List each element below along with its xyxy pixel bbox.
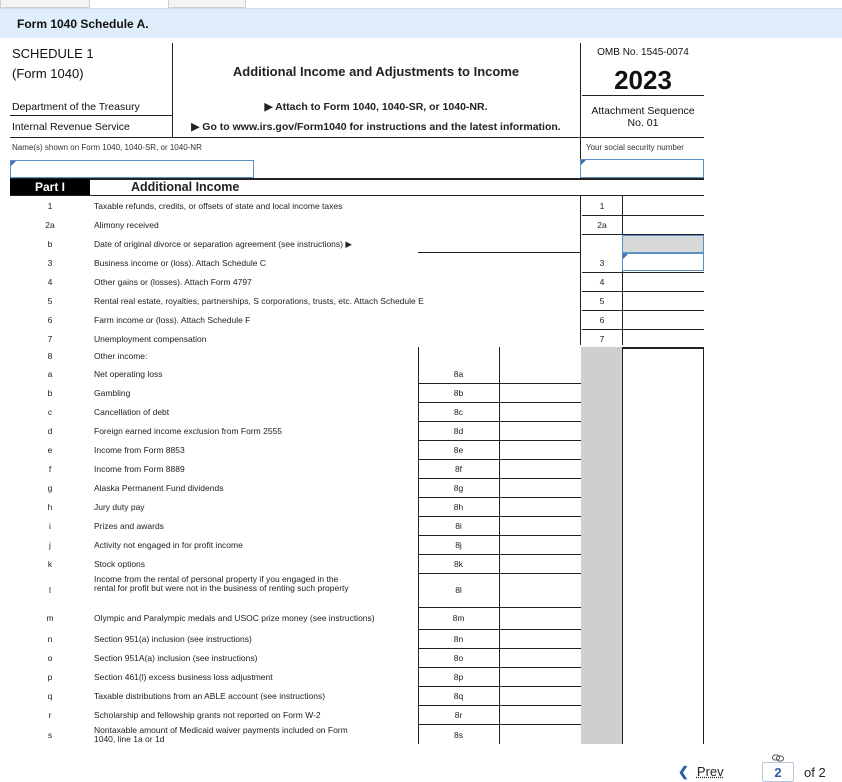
line-label: Taxable refunds, credits, or offsets of state and local income taxes (94, 201, 343, 211)
subline-amount-field[interactable] (500, 497, 580, 516)
subline-box-label: 8h (453, 502, 464, 512)
line-label: Unemployment compensation (94, 334, 207, 344)
subline-letter: p (47, 672, 53, 682)
subline-label: Gambling (94, 388, 131, 398)
attach-instruction: ▶ Attach to Form 1040, 1040-SR, or 1040-NR. (264, 101, 488, 113)
tax-year: 2023 (614, 65, 672, 95)
subline-letter: n (47, 634, 53, 644)
line-box-label: 7 (599, 334, 605, 344)
form-label: (Form 1040) (12, 66, 84, 81)
subline-box-label: 8l (455, 585, 462, 595)
tab-3[interactable] (168, 0, 246, 8)
subline-label: Stock options (94, 559, 146, 569)
subline-label: Nontaxable amount of Medicaid waiver payments included on Form 1040, line 1a or 1d (94, 725, 348, 744)
window-titlebar (0, 8, 842, 38)
subline-amount-field[interactable] (500, 724, 580, 744)
subline-amount-field[interactable] (500, 421, 580, 440)
subline-amount-field[interactable] (500, 440, 580, 459)
subline-box-label: 8m (452, 613, 465, 623)
attachment-sequence-number: No. 01 (627, 117, 659, 129)
line-label: Business income or (loss). Attach Schedule C (94, 258, 266, 268)
line-box-label: 2a (597, 220, 607, 230)
dept-irs: Internal Revenue Service (12, 121, 130, 133)
line-number: 5 (47, 296, 53, 306)
subline-label: Scholarship and fellowship grants not reported on Form W-2 (94, 710, 321, 720)
amount-field[interactable] (623, 311, 704, 329)
subline-box-label: 8d (453, 426, 464, 436)
subline-letter: s (47, 730, 53, 740)
line-box-label: 5 (599, 296, 605, 306)
subline-label: Prizes and awards (94, 521, 164, 531)
subline-label: Taxable distributions from an ABLE account (see instructions) (94, 691, 326, 701)
name-input[interactable] (10, 160, 254, 178)
subline-box-label: 8b (453, 388, 464, 398)
subline-letter: f (48, 464, 52, 474)
line-label: Rental real estate, royalties, partnerships, S corporations, trusts, etc. Attach Schedule E (94, 296, 424, 306)
subline-amount-field[interactable] (500, 629, 580, 648)
subline-letter: i (49, 521, 51, 531)
subline-amount-field[interactable] (500, 459, 580, 478)
subline-letter: a (47, 369, 53, 379)
subline-box-label: 8q (453, 691, 464, 701)
subline-amount-field[interactable] (500, 573, 580, 607)
subline-letter: e (47, 445, 53, 455)
subline-letter: o (47, 653, 53, 663)
subline-box-label: 8p (453, 672, 464, 682)
subline-label: Section 951A(a) inclusion (see instructions) (94, 653, 258, 663)
subline-letter: g (47, 483, 53, 493)
line-label: Farm income or (loss). Attach Schedule F (94, 315, 251, 325)
subline-amount-field[interactable] (500, 478, 580, 497)
subline-letter: k (47, 559, 53, 569)
subline-label: Net operating loss (94, 369, 163, 379)
attachment-sequence-label: Attachment Sequence (591, 105, 695, 117)
name-field-label: Name(s) shown on Form 1040, 1040-SR, or 1040-NR (12, 143, 202, 152)
tab-1[interactable] (0, 0, 90, 8)
col-rule (703, 347, 704, 744)
shaded-column (581, 347, 622, 744)
amount-field[interactable] (623, 273, 704, 291)
subline-label: Income from Form 8853 (94, 445, 185, 455)
subline-amount-field[interactable] (500, 383, 580, 402)
link-icon (772, 754, 784, 762)
subline-box-label: 8g (453, 483, 464, 493)
subline-letter: h (47, 502, 53, 512)
line-number: 8 (47, 351, 53, 361)
subline-label: Jury duty pay (94, 502, 145, 512)
attachment-sequence (582, 105, 704, 129)
amount-field[interactable] (623, 292, 704, 310)
line-number: 3 (47, 258, 53, 268)
shade-cell (623, 236, 703, 252)
chevron-left-icon: ❮ (678, 764, 689, 779)
subline-amount-field[interactable] (500, 667, 580, 686)
page-total: of 2 (804, 765, 826, 780)
subline-box-label: 8j (455, 540, 462, 550)
line-label: Other gains or (losses). Attach Form 4797 (94, 277, 252, 287)
subline-box-label: 8i (455, 521, 462, 531)
subline-amount-field[interactable] (500, 648, 580, 667)
line-box-label: 6 (599, 315, 605, 325)
subline-box-label: 8a (453, 369, 464, 379)
subline-box-label: 8c (454, 407, 463, 417)
subline-box-label: 8o (453, 653, 464, 663)
line-box-label: 3 (599, 258, 605, 268)
subline-letter: d (47, 426, 53, 436)
line-label: Other income: (94, 351, 148, 361)
page-number-input[interactable]: 2 (762, 762, 794, 782)
omb-number: OMB No. 1545-0074 (597, 47, 689, 58)
prev-page-button[interactable] (678, 764, 724, 780)
line-number: 1 (47, 201, 53, 211)
line-label: Alimony received (94, 220, 159, 230)
schedule-1-form (10, 38, 704, 744)
part-label: Part I (10, 179, 90, 195)
subline-label: Section 951(a) inclusion (see instructions) (94, 634, 252, 644)
subline-letter: j (49, 540, 51, 550)
subline-label: Alaska Permanent Fund dividends (94, 483, 224, 493)
amount-field[interactable] (623, 330, 704, 348)
dept-treasury: Department of the Treasury (12, 101, 140, 113)
subline-amount-field[interactable] (500, 686, 580, 705)
subline-box-label: 8e (453, 445, 464, 455)
subline-amount-field[interactable] (500, 607, 580, 629)
col-rule (580, 195, 581, 345)
subline-box-label: 8r (454, 710, 463, 720)
subline-letter: r (48, 710, 52, 720)
goto-instruction: ▶ Go to www.irs.gov/Form1040 for instructions and the latest information. (191, 121, 561, 133)
subline-label: Income from the rental of personal property if you engaged in the rental for profit but were not in the business of renting such property (94, 574, 349, 593)
subline-amount-field[interactable] (500, 554, 580, 573)
schedule-label: SCHEDULE 1 (12, 46, 94, 61)
tab-strip (0, 0, 842, 8)
line-box-label: 1 (599, 201, 605, 211)
amount-field[interactable] (623, 197, 704, 215)
date-rule (418, 252, 580, 253)
subline-amount-field[interactable] (500, 535, 580, 554)
subline-label: Foreign earned income exclusion from Form 2555 (94, 426, 283, 436)
prev-label: Prev (696, 764, 724, 779)
amount-field[interactable] (623, 216, 704, 234)
line-number: 2a (45, 220, 55, 230)
subline-letter: m (46, 613, 54, 623)
business-income-input[interactable] (622, 253, 704, 271)
line-box-label: 4 (599, 277, 605, 287)
subline-letter: l (49, 585, 51, 595)
line-number: 4 (47, 277, 53, 287)
subline-amount-field[interactable] (500, 402, 580, 421)
line-label: Date of original divorce or separation agreement (see instructions) ▶ (94, 239, 352, 249)
subline-letter: q (47, 691, 53, 701)
subline-label: Olympic and Paralympic medals and USOC prize money (see instructions) (94, 613, 375, 623)
line-number: 6 (47, 315, 53, 325)
ssn-field-label: Your social security number (586, 143, 684, 152)
subline-box-label: 8k (454, 559, 463, 569)
subline-amount-field[interactable] (500, 705, 580, 724)
ssn-input[interactable] (580, 159, 704, 178)
window-title: Form 1040 Schedule A. (17, 17, 149, 31)
subline-label: Cancellation of debt (94, 407, 170, 417)
subline-label: Activity not engaged in for profit income (94, 540, 243, 550)
subline-letter: c (47, 407, 53, 417)
subline-label: Income from Form 8889 (94, 464, 185, 474)
subline-amount-field[interactable] (500, 364, 580, 383)
row-rule (622, 347, 704, 348)
subline-label: Section 461(l) excess business loss adjustment (94, 672, 273, 682)
subline-box-label: 8n (453, 634, 464, 644)
col-rule (622, 347, 623, 744)
line-number: b (47, 239, 53, 249)
subline-amount-field[interactable] (500, 516, 580, 535)
part-title: Additional Income (131, 180, 240, 194)
form-title: Additional Income and Adjustments to Income (232, 64, 520, 79)
line-number: 7 (47, 334, 53, 344)
subline-box-label: 8s (454, 730, 463, 740)
subline-letter: b (47, 388, 53, 398)
subline-box-label: 8f (454, 464, 463, 474)
